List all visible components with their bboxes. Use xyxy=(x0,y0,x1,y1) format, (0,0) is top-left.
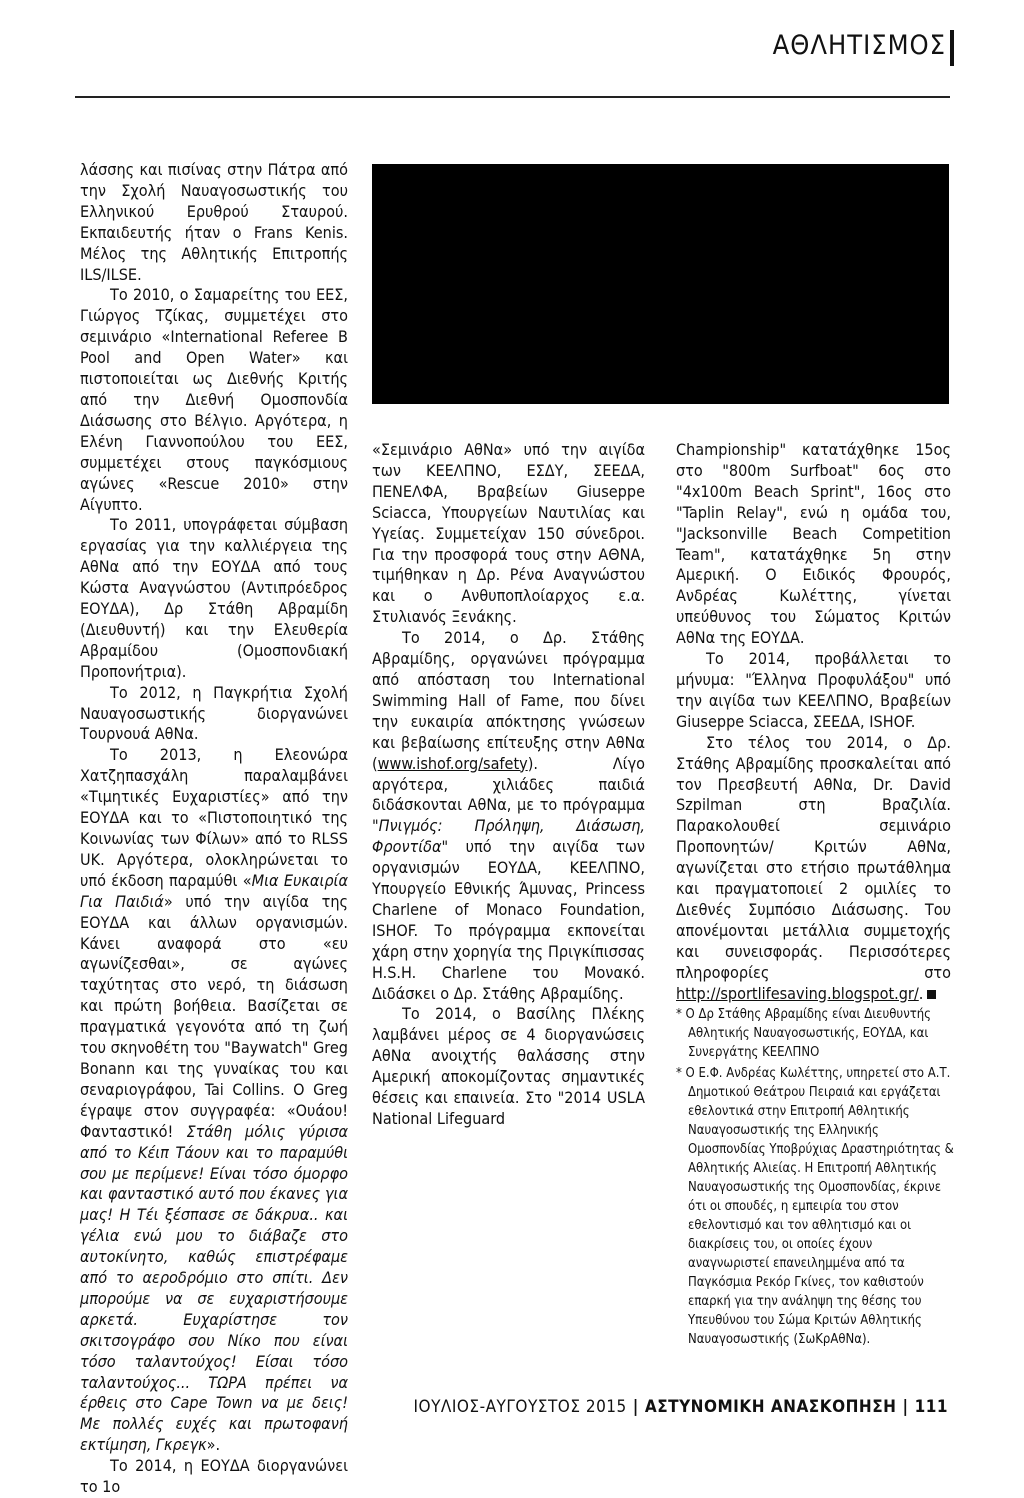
separator: | xyxy=(902,1397,909,1417)
end-mark xyxy=(927,990,936,999)
paragraph: Championship" κατατάχθηκε 15ος στο "800m Surfboat" 6ος στο "4x100m Beach Sprint", 16ος στο "Taplin Relay", ενώ η ομάδα του, "Jacksonville Beach Competition Team", κατατάχθηκε 5η στην Αμερική. Ο Ειδικός Φρουρός, Ανδρέας Κωλέττης, γίνεται υπεύθυνος του Σώματος Κριτών ΑθΝα της ΕΟΥΔΑ. xyxy=(676,440,951,648)
column-2 xyxy=(372,440,645,1130)
footnote: * Ο Δρ Στάθης Αβραμίδης είναι Διευθυντής Αθλητικής Ναυαγοσωστικής, ΕΟΥΔΑ, και Συνεργάτης ΚΕΕΛΠΝΟ xyxy=(676,1007,932,1060)
page-footer xyxy=(414,1397,948,1417)
footnote: * Ο Ε.Φ. Ανδρέας Κωλέττης, υπηρετεί στο Α.Τ. Δημοτικού Θεάτρου Πειραιά και εργάζεται εθελοντικά στην Επιτροπή Αθλητικής Ναυαγοσωστικής της Ελληνικής Ομοσπονδίας Υποβρύχιας Δραστηριότητας & Αθλητικής Αλιείας. Η Επιτροπή Αθλητικής Ναυαγοσωστικής της Ομοσπονδίας, έκρινε ότι οι σπουδές, η εμπειρία του στον εθελοντισμό και τον αθλητισμό και οι διακρίσεις του, οι οποίες έχουν αναγνωριστεί επανειλημμένα από τα Παγκόσμια Ρεκόρ Γκίνες, τον καθιστούν επαρκή για την ανάληψη της θέσης του Υπευθύνου του Σώμα Κριτών Αθλητικής Ναυαγοσωστικής (ΣωΚρΑθΝα). xyxy=(676,1066,954,1347)
paragraph: Το 2014, ο Βασίλης Πλέκης λαμβάνει μέρος σε 4 διοργανώσεις ΑθΝα ανοιχτής θαλάσσης στην Αμερική αποκομίζοντας σημαντικές θέσεις και επαινεία. Στο "2014 USLA National Lifeguard xyxy=(372,1004,645,1128)
text: Το 2013, η Ελεονώρα Χατζηπασχάλη παραλαμβάνει «Τιμητικές Ευχαριστίες» από την ΕΟΥΔΑ και το «Πιστοποιητικό της Κοινωνίας των Φίλων» από το RLSS UK. Αργότερα, ολοκληρώνεται το υπό έκδοση παραμύθι « xyxy=(80,745,348,890)
paragraph: Το 2012, η Παγκρήτια Σχολή Ναυαγοσωστικής διοργανώνει Τουρνουά ΑθΝα. xyxy=(80,682,348,744)
text: » υπό την αιγίδα της ΕΟΥΔΑ και άλλων οργανισμών. Κάνει αναφορά στο «ευ αγωνίζεσθαι», σε αγώνες ταχύτητας στο νερό, τη διάσωση και πρώτη βοήθεια. Βασίζεται σε πραγματικά γεγονότα από τη ζωή του σκηνοθέτη του "Baywatch" Greg Bonann και της γυναίκας του και σεναριογράφου, Tai Collins. Ο Greg έγραψε στον συγγραφέα: «Ουάου! Φανταστικό! xyxy=(80,891,348,1141)
paragraph xyxy=(372,628,645,1004)
issue-date: ΙΟΥΛΙΟΣ-ΑΥΓΟΥΣΤΟΣ 2015 xyxy=(413,1397,627,1417)
header-rule xyxy=(75,96,950,98)
paragraph: Το 2014, προβάλλεται το μήνυμα: "Έλληνα Προφυλάξου" υπό την αιγίδα των ΚΕΕΛΠΝΟ, Βραβείων Giuseppe Sciacca, ΣΕΕΔΑ, ISHOF. xyxy=(676,649,951,731)
blog-link[interactable]: http://sportlifesaving.blogspot.gr/ xyxy=(676,983,919,1003)
text: Το 2014, ο Δρ. Στάθης Αβραμίδης, οργανώνει πρόγραμμα από απόσταση του International Swimming Hall of Fame, που δίνει την ευκαιρία απόκτησης γνώσεων και βεβαίωσης επίτευξης στην ΑθΝα ( xyxy=(372,628,645,773)
column-1 xyxy=(80,160,348,1498)
text: Στο τέλος του 2014, ο Δρ. Στάθης Αβραμίδης προσκαλείται από τον Πρεσβευτή ΑθΝα, Dr. David Szpilman στη Βραζιλία. Παρακολουθεί σεμινάριο Προπονητών/ Κριτών ΑθΝα, αγωνίζεται στο ετήσιο πρωτάθλημα και πραγματοποιεί 2 ομιλίες το Διεθνές Συμπόσιο Διάσωσης. Του απονέμονται μετάλλια συμμετοχής και συνεισφοράς. Περισσότερες πληροφορίες στο xyxy=(676,732,951,982)
paragraph: Το 2014, η ΕΟΥΔΑ διοργανώνει το 1ο xyxy=(80,1456,348,1497)
program-title: Πνιγμός: Πρόληψη, Διάσωση, Φροντίδα xyxy=(372,816,645,857)
book-title: Μια Ευκαιρία Για Παιδιά xyxy=(80,870,348,911)
photo xyxy=(372,150,949,404)
paragraph: «Σεμινάριο ΑθΝα» υπό την αιγίδα των ΚΕΕΛΠΝΟ, ΕΣΔΥ, ΣΕΕΔΑ, ΠΕΝΕΛΦΑ, Βραβείων Giuseppe Sciacca, Υπουργείων Ναυτιλίας και Υγείας. Συμμετείχαν 150 σύνεδροι. Για την προσφορά τους στην ΑΘΝΑ, τιμήθηκαν η Δρ. Ρένα Αναγνώστου και ο Ανθυποπλοίαρχος ε.α. Στυλιανός Ξενάκης. xyxy=(372,440,645,627)
photo-top-strip xyxy=(372,150,949,164)
text: " υπό την αιγίδα των οργανισμών ΕΟΥΔΑ, ΚΕΕΛΠΝΟ, Υπουργείο Εθνικής Άμυνας, Princess Charlene of Monaco Foundation, ISHOF. Το πρόγραμμα εκπονείται χάρη στην χορηγία της Πριγκίπισσας H.S.H. Charlene του Μονακό. Διδάσκει ο Δρ. Στάθης Αβραμίδης. xyxy=(372,837,645,1003)
paragraph xyxy=(80,745,348,1456)
paragraph: λάσσης και πισίνας στην Πάτρα από την Σχολή Ναυαγοσωστικής του Ελληνικού Ερυθρού Σταυρού. Εκπαιδευτής ήταν ο Frans Kenis. Μέλος της Αθλητικής Επιτροπής ILS/ILSE. xyxy=(80,160,348,284)
paragraph: Το 2011, υπογράφεται σύμβαση εργασίας για την καλλιέργεια της ΑθΝα από την ΕΟΥΔΑ από τους Κώστα Αναγνώστου (Αντιπρόεδρος ΕΟΥΔΑ), Δρ Στάθη Αβραμίδη (Διευθυντή) και την Ελευθερία Αβραμίδου (Ομοσπονδιακή Προπονήτρια). xyxy=(80,515,348,681)
text: ». xyxy=(206,1435,221,1455)
separator: | xyxy=(632,1397,639,1417)
footnotes xyxy=(676,1005,956,1351)
paragraph: Το 2010, ο Σαμαρείτης του ΕΕΣ, Γιώργος Τζίκας, συμμετέχει στο σεμινάριο «International Referee B Pool and Open Water» και πιστοποιείται ως Διεθνής Κριτής από την Διεθνή Ομοσπονδία Διάσωσης στο Βέλγιο. Αργότερα, η Ελένη Γιαννοπούλου του ΕΕΣ, συμμετέχει στους παγκόσμιους αγώνες «Rescue 2010» στην Αίγυπτο. xyxy=(80,285,348,514)
paragraph xyxy=(676,733,951,1005)
ishof-link[interactable]: www.ishof.org/safety xyxy=(377,753,528,773)
page-number: 111 xyxy=(914,1397,948,1417)
quote: Στάθη μόλις γύρισα από το Κέιπ Τάουν και το παραμύθι σου με περίμενε! Είναι τόσο όμορφο και φανταστικό αυτό που έκανες για μας! Η Τέι ξέσπασε σε δάκρυα.. και γέλια ενώ μου το διάβαζε στο αυτοκίνητο, καθώς επιστρέφαμε από το αεροδρόμιο στο σπίτι. Δεν μπορούμε να σε ευχαριστήσουμε αρκετά. Ευχαρίστησε τον σκιτσογράφο σου Νίκο που είναι τόσο ταλαντούχος! Είσαι τόσο ταλαντούχος... ΤΩΡΑ πρέπει να έρθεις στο Cape Town να με δεις! Με πολλές ευχές και πρωτοφανή εκτίμηση, Γκρεγκ xyxy=(80,1121,348,1455)
text: . xyxy=(918,983,924,1003)
magazine-name: ΑΣΤΥΝΟΜΙΚΗ ΑΝΑΣΚΟΠΗΣΗ xyxy=(644,1397,897,1417)
text: ). Λίγο αργότερα, χιλιάδες παιδιά διδάσκονται ΑθΝα, με το πρόγραμμα " xyxy=(372,753,645,836)
column-3 xyxy=(676,440,951,1004)
section-title: ΑΘΛΗΤΙΣΜΟΣ xyxy=(772,30,946,61)
section-bar xyxy=(950,30,954,66)
